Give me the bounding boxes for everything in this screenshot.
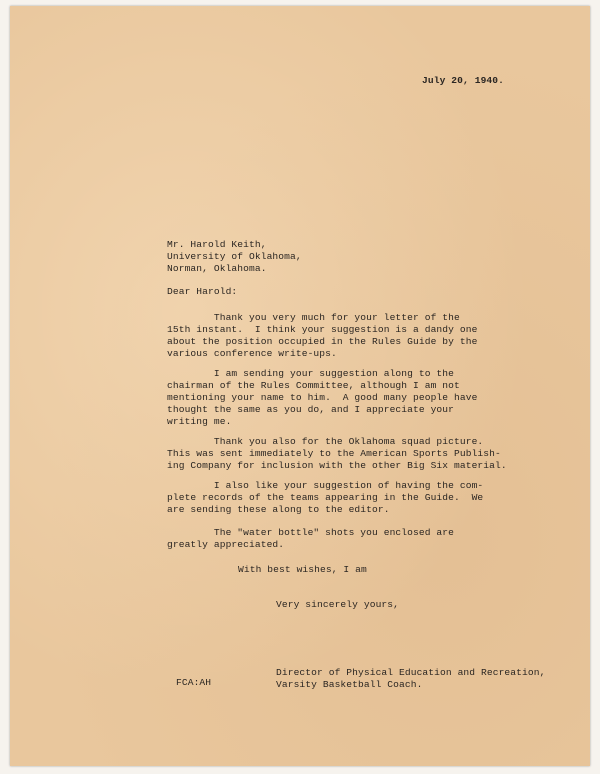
body-line: mentioning your name to him. A good many people have — [167, 392, 478, 403]
body-line: I also like your suggestion of having the com- — [167, 480, 484, 491]
letter-date: July 20, 1940. — [422, 75, 505, 86]
body-line: thought the same as you do, and I appreciate your — [167, 404, 455, 415]
body-paragraph-1 — [167, 312, 477, 360]
body-paragraph-2 — [167, 368, 477, 428]
salutation: Dear Harold: — [167, 286, 238, 297]
body-line: writing me. — [167, 416, 232, 427]
body-line: ing Company for inclusion with the other Big Six material. — [167, 460, 507, 471]
recipient-name: Mr. Harold Keith, — [167, 239, 267, 250]
signature-block — [276, 667, 545, 691]
signature-title: Director of Physical Education and Recreation, — [276, 667, 546, 678]
body-line: various conference write-ups. — [167, 348, 337, 359]
body-line: plete records of the teams appearing in the Guide. We — [167, 492, 484, 503]
body-paragraph-5 — [167, 527, 454, 551]
reference-initials: FCA:AH — [176, 677, 212, 688]
body-line: The "water bottle" shots you enclosed are — [167, 527, 455, 538]
body-line: Thank you very much for your letter of the — [167, 312, 460, 323]
body-line: I am sending your suggestion along to the — [167, 368, 455, 379]
body-line: about the position occupied in the Rules Guide by the — [167, 336, 478, 347]
complimentary-close: Very sincerely yours, — [276, 599, 400, 610]
body-line: chairman of the Rules Committee, although I am not — [167, 380, 460, 391]
recipient-institution: University of Oklahoma, — [167, 251, 302, 262]
body-paragraph-3 — [167, 436, 507, 472]
body-line: Thank you also for the Oklahoma squad picture. — [167, 436, 484, 447]
body-line: This was sent immediately to the American Sports Publish- — [167, 448, 501, 459]
letter-page — [10, 6, 590, 766]
signature-subtitle: Varsity Basketball Coach. — [276, 679, 423, 690]
body-line: 15th instant. I think your suggestion is a dandy one — [167, 324, 478, 335]
recipient-city: Norman, Oklahoma. — [167, 263, 267, 274]
recipient-address — [167, 239, 302, 275]
body-paragraph-4 — [167, 480, 483, 516]
body-line: are sending these along to the editor. — [167, 504, 390, 515]
body-line: greatly appreciated. — [167, 539, 285, 550]
closing-wishes: With best wishes, I am — [238, 564, 367, 575]
